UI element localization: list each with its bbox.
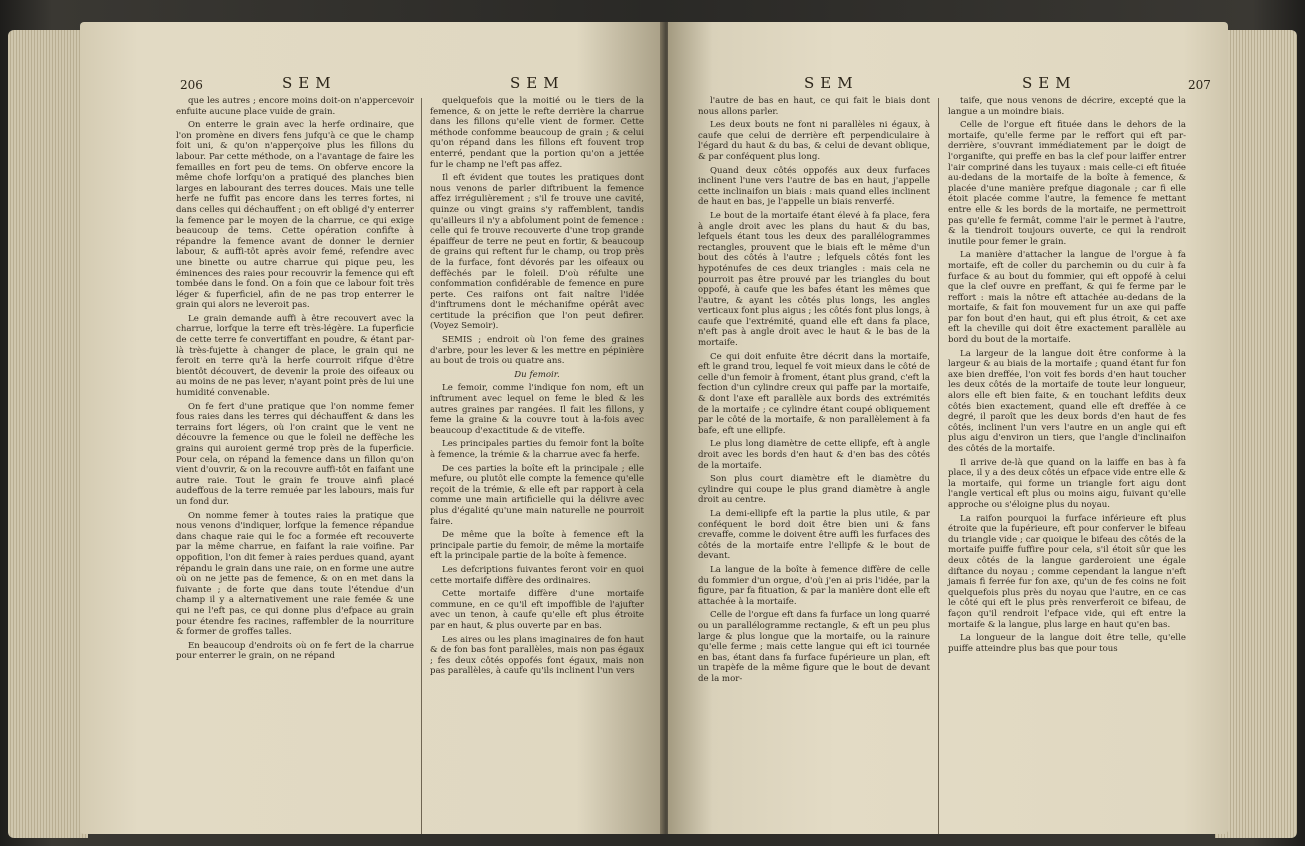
paragraph: Le plus long diamètre de cette ellipfe, eft à angle droit avec les bords d'en haut & d'en bas des côtés de la mortaife. xyxy=(698,439,930,471)
paragraph: Cette mortaife diffère d'une mortaife commune, en ce qu'il eft impoffible de l'ajufter avec un tenon, à caufe qu'elle eft plus étroite par en haut, & plus ouverte par en bas. xyxy=(430,589,644,631)
paragraph: taife, que nous venons de décrire, excepté que la langue a un moindre biais. xyxy=(948,96,1186,117)
paragraph: On nomme femer à toutes raies la pratique que nous venons d'indiquer, lorfque la femence répandue dans chaque raie qui le foc a formée eft recouverte par la même charrue, en faifant la raie voifine. Par oppofition, l'on dit femer à raies perdues quand, ayant répandu le grain dans une raie, on en forme une autre où on ne jette pas de femence, & on en met dans la fuivante ; de forte que dans toute l'étendue d'un champ il y a alternativement une raie femée & une qui ne l'eft pas, ce qui donne plus d'efpace au grain pour étendre fes racines, raffembler de la nourriture & former de groffes talles. xyxy=(176,510,414,638)
running-header: SEM xyxy=(282,74,337,92)
paragraph: Son plus court diamètre eft le diamètre du cylindre qui coupe le plus grand diamètre à angle droit au centre. xyxy=(698,474,930,506)
paragraph: La raifon pourquoi la furface inférieure eft plus étroite que la fupérieure, eft pour conferver le bifeau du triangle vide ; car quoique le bifeau des côtés de la mortaife puiffe fuffire pour cela, s'il étoit sûr que les deux côtés de la langue garderoient une égale diftance du noyau ; comme cependant la langue n'eft jamais fi ferrée fur fon axe, qu'un de fes coins ne foit quelquefois plus près du noyau que l'autre, en ce cas le côté qui eft le plus près renverferoit ce bifeau, de façon qu'il rendroit l'efpace vide, qui eft entre la mortaife & la langue, plus large en haut qu'en bas. xyxy=(948,513,1186,630)
paragraph: De même que la boîte à femence eft la principale partie du femoir, de même la mortaife eft la principale partie de la boîte à femence. xyxy=(430,530,644,562)
paragraph: Il eft évident que toutes les pratiques dont nous venons de parler diftribuent la femence affez irrégulièrement ; s'il fe trouve une cavité, quinze ou vingt grains s'y raffemblent, tandis qu'ailleurs il n'y a abfolument point de femence : celle qui fe trouve recouverte d'une trop grande épaiffeur de terre ne peut en fortir, & beaucoup de grains qui reftent fur le champ, ou trop près de la furface, font dévorés par les oifeaux ou deffèchés par le foleil. D'où réfulte une confommation confidérable de femence en pure perte. Ces raifons ont fait naître l'idée d'inftrumens dont le méchanifme opérât avec certitude la précifion que l'on peut defirer. (Voyez Semoir). xyxy=(430,173,644,332)
text-column xyxy=(698,96,930,687)
paragraph: Le femoir, comme l'indique fon nom, eft un inftrument avec lequel on feme le bled & les autres graines par rangées. Il fait les fillons, y feme la graine & la couvre tout à la-fois avec beaucoup d'exactitude & de viteffe. xyxy=(430,383,644,436)
paragraph: SEMIS ; endroit où l'on feme des graines d'arbre, pour les lever & les mettre en pépinière au bout de trois ou quatre ans. xyxy=(430,335,644,367)
paragraph: La longueur de la langue doit être telle, qu'elle puiffe atteindre plus bas que pour tous xyxy=(948,633,1186,654)
page-number: 206 xyxy=(180,78,203,92)
paragraph: Les principales parties du femoir font la boîte à femence, la trémie & la charrue avec fa herfe. xyxy=(430,439,644,460)
paragraph: l'autre de bas en haut, ce qui fait le biais dont nous allons parler. xyxy=(698,96,930,117)
column-rule xyxy=(938,98,939,834)
column-rule xyxy=(421,98,422,834)
paragraph: Il arrive de-là que quand on la laiffe en bas à fa place, il y a des deux côtés un efpace vide entre elle & la mortaife, qui forme un triangle fort aigu dont l'angle vertical eft plus ou moins aigu, fuivant qu'elle approche ou s'éloigne plus du noyau. xyxy=(948,457,1186,510)
paragraph: Le grain demande auffi à être recouvert avec la charrue, lorfque la terre eft très-légère. La fuperficie de cette terre fe convertiffant en poudre, & étant par-là très-fujette à changer de place, le grain qui ne feroit en terre qu'à la herfe courroit rifque d'être bientôt découvert, de devenir la proie des oifeaux ou au moins de ne pas lever, n'ayant point près de lui une humidité convenable. xyxy=(176,313,414,399)
left-page xyxy=(80,22,664,834)
paragraph: Quand deux côtés oppofés aux deux furfaces inclinent l'une vers l'autre de bas en haut, j'appelle cette inclinaifon un biais : mais quand elles inclinent de haut en bas, je l'appelle un biais renverfé. xyxy=(698,165,930,208)
text-column xyxy=(176,96,414,665)
paragraph: En beaucoup d'endroits où on fe fert de la charrue pour enterrer le grain, on ne répand xyxy=(176,640,414,662)
paragraph: quelquefois que la moitié ou le tiers de la femence, & on jette le refte derrière la charrue dans les fillons qu'elle vient de former. Cette méthode confomme beaucoup de grain ; & celui qu'on répand dans les fillons eft fouvent trop enterré, pendant que la portion qu'on a jettée fur le champ ne l'eft pas affez. xyxy=(430,96,644,170)
paragraph: Les deux bouts ne font ni parallèles ni égaux, à caufe que celui de derrière eft perpendiculaire à l'égard du haut & du bas, & celui de devant oblique, & par conféquent plus long. xyxy=(698,120,930,162)
text-column xyxy=(948,96,1186,657)
right-page xyxy=(668,22,1228,834)
paragraph: Les aires ou les plans imaginaires de fon haut & de fon bas font parallèles, mais non pas égaux ; fes deux côtés oppofés font égaux, mais non pas parallèles, à caufe qu'ils inclinent l'un vers xyxy=(430,634,644,677)
paragraph: Les defcriptions fuivantes feront voir en quoi cette mortaife diffère des ordinaires. xyxy=(430,564,644,586)
text-column xyxy=(430,96,644,680)
paragraph: Du femoir. xyxy=(514,369,560,380)
running-header: SEM xyxy=(510,74,565,92)
page-edges-left xyxy=(8,30,88,838)
paragraph: Ce qui doit enfuite être décrit dans la mortaife, eft le grand trou, lequel fe voit mieux dans le côté de celle d'un femoir à froment, étant plus grand, c'eft la fection d'un cylindre creux qui paffe par la mortaife, & dont l'axe eft parallèle aux bords des extrémités de la mortaife ; ce cylindre étant coupé obliquement par le côté de la mortaife, & non parallèlement à fa bafe, eft une ellipfe. xyxy=(698,351,930,436)
paragraph: Celle de l'orgue eft fituée dans le dehors de la mortaife, qu'elle ferme par le reffort qui eft par-derrière, s'ouvrant immédiatement par le doigt de l'organifte, qui preffe en bas la clef pour laiffer entrer l'air compriné dans les tuyaux : mais celle-ci eft fituée au-dedans de la mortaife de la boîte à femence, & placée d'une manière prefque diagonale ; car fi elle étoit placée comme l'autre, la femence fe mettant entre elle & les bords de la mortaife, ne permettroit pas qu'elle fe fermât, comme l'air le permet à l'autre, & la tiendroit toujours ouverte, ce qui la rendroit inutile pour femer le grain. xyxy=(948,120,1186,247)
paragraph: La largeur de la langue doit être conforme à la largeur & au biais de la mortaife ; quand étant fur fon axe bien dreffée, l'on voit fes bords d'en haut toucher les deux côtés de la mortaife de toute leur longueur, alors elle eft bien faite, & en touchant lefdits deux côtés bien exactement, quand elle eft dreffée à ce degré, il paroît que les deux bords d'en haut de fes côtés, inclinent l'un vers l'autre en un angle qui eft plus aigu d'environ un tiers, que l'angle d'inclinaifon des côtés de la mortaife. xyxy=(948,348,1186,454)
paragraph: On enterre le grain avec la herfe ordinaire, que l'on promène en divers fens jufqu'à ce que le champ foit uni, & qu'on n'apperçoive plus les fillons du labour. Par cette méthode, on a l'avantage de faire les femailles en fort peu de tems. On obferve encore la même chofe lorfqu'on a pratiqué des planches bien larges en labourant des terres douces. Mais une telle herfe ne fuffit pas encore dans les terres fortes, ni dans celles qui déchauffent ; on eft obligé d'y enterrer la femence par le moyen de la charrue, ce qui exige beaucoup de tems. Cette opération confifte à répandre la femence avant de donner le dernier labour, & auffi-tôt après avoir femé, refendre avec une binette ou autre charrue qui pique peu, les éminences des raies pour recouvrir la femence qui eft tombée dans le fond. On a foin que ce labour foit très léger & fuperficiel, afin de ne pas trop enterrer le grain qui alors ne leveroit pas. xyxy=(176,120,414,311)
running-header: SEM xyxy=(804,74,859,92)
paragraph: La manière d'attacher la langue de l'orgue à fa mortaife, eft de coller du parchemin ou du cuir à fa furface & au bout du fommier, qui eft oppofé à celui que la clef ouvre en preffant, & qui fe ferme par le reffort : mais la nôtre eft attachée au-dedans de la mortaife, & fait fon mouvement fur un axe qui paffe par fon bout d'en haut, qui eft plus étroit, & cet axe eft la cheville qui doit être exactement parallèle au bord du bout de la mortaife. xyxy=(948,250,1186,346)
paragraph: La demi-ellipfe eft la partie la plus utile, & par conféquent le bord doit être bien uni & fans crevaffe, comme le doivent être auffi les furfaces des côtés de la mortaife entre l'ellipfe & le bout de devant. xyxy=(698,508,930,562)
running-header: SEM xyxy=(1022,74,1077,92)
paragraph: La langue de la boîte à femence diffère de celle du fommier d'un orgue, d'où j'en ai pris l'idée, par la figure, par fa fituation, & par la manière dont elle eft attachée à la mortaife. xyxy=(698,564,930,607)
paragraph: Le bout de la mortaife étant élevé à fa place, fera à angle droit avec les plans du haut & du bas, lefquels étant tous les deux des parallélogrammes rectangles, prouvent que le biais eft le même d'un bout des côtés à l'autre ; lefquels côtés font les hypoténufes de ces deux triangles : mais cela ne pourroit pas être prouvé par les triangles du bout oppofé, à caufe que les bafes étant les mêmes que l'autre, & ayant les côtés plus longs, les angles verticaux font plus aigus ; les côtés font plus longs, à caufe que l'extrémité, quand elle eft dans fa place, n'eft pas à angle droit avec le haut & le bas de la mortaife. xyxy=(698,210,930,349)
page-number: 207 xyxy=(1188,78,1211,92)
paragraph: que les autres ; encore moins doit-on n'appercevoir enfuite aucune place vuide de grain. xyxy=(176,96,414,117)
paragraph: On fe fert d'une pratique que l'on nomme femer fous raies dans les terres qui déchauffent & dans les terrains fort légers, où l'on craint que le vent ne découvre la femence ou que le foleil ne deffèche les grains qui auroient germé trop près de la fuperficie. Pour cela, on répand la femence dans un fillon qu'on vient d'ouvrir, & on la recouvre auffi-tôt en faifant une autre raie. Tout le grain fe trouve ainfi placé audeffous de la terre remuée par les labours, mais fur un fond dur. xyxy=(176,401,414,507)
paragraph: Celle de l'orgue eft dans fa furface un long quarré ou un parallélogramme rectangle, & eft un peu plus large & plus longue que la mortaife, ou la rainure qu'elle ferme ; mais cette langue qui eft ici tournée en bas, étant dans fa furface fupérieure un plan, eft un trapèfe de la même figure que le bout de devant de la mor- xyxy=(698,610,930,684)
paragraph: De ces parties la boîte eft la principale ; elle mefure, ou plutôt elle compte la femence qu'elle reçoit de la trémie, & elle eft par rapport à cela comme une main artificielle qui la délivre avec plus d'égalité qu'une main naturelle ne pourroit faire. xyxy=(430,463,644,527)
